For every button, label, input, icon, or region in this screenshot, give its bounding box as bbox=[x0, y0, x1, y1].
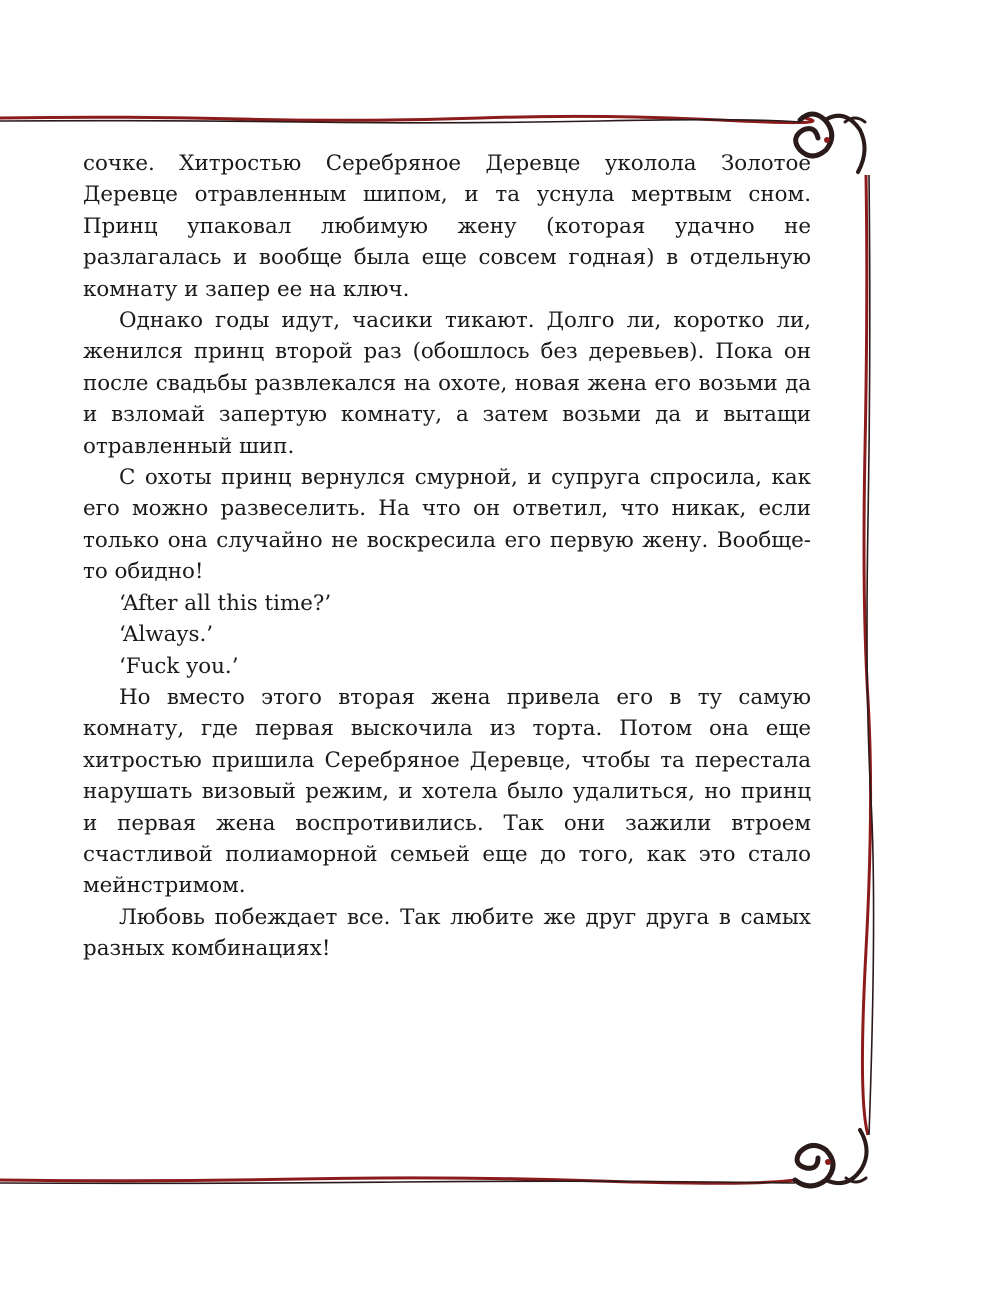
paragraph-4: Но вместо этого вторая жена привела его в ту самую комнату, где первая выскочила из торта. Потом она еще хитростью пришила Серебряное Деревце, чтобы та перестала нарушать визовый режим, и хотела было удалиться, но принц и первая жена воспротивились. Так они зажили втроем счастливой полиаморной семьей еще до того, как это стало мейнстримом. bbox=[83, 684, 811, 899]
paragraph-1: сочке. Хитростью Серебряное Деревце уколола Золотое Деревце отравленным шипом, и та уснула мертвым сном. Принц упаковал любимую жену (которая удачно не разлагалась и вообще была еще совсем годная) в отдельную комнату и запер ее на ключ. bbox=[83, 151, 811, 302]
paragraph-5: Любовь побеждает все. Так любите же друг друга в самых разных комбинациях! bbox=[83, 904, 811, 962]
dialogue-line-3: ‘Fuck you.’ bbox=[119, 653, 239, 679]
bottom-right-swirl-icon bbox=[795, 1130, 867, 1186]
paragraph-3: С охоты принц вернулся смурной, и супруга спросила, как его можно развеселить. На что он ответил, что никак, если только она случайно не воскресила его первую жену. Вообще-то обидно! bbox=[83, 465, 811, 585]
dialogue-line-1: ‘After all this time?’ bbox=[119, 590, 332, 616]
story-text bbox=[83, 148, 811, 965]
dialogue-line-2: ‘Always.’ bbox=[119, 622, 214, 648]
paragraph-2: Однако годы идут, часики тикают. Долго ли, коротко ли, женился принц второй раз (обошлось без деревьев). Пока он после свадьбы развлекался на охоте, новая жена его возьми да и взломай запертую комнату, а затем возьми да и вытащи отравленный шип. bbox=[83, 308, 811, 459]
